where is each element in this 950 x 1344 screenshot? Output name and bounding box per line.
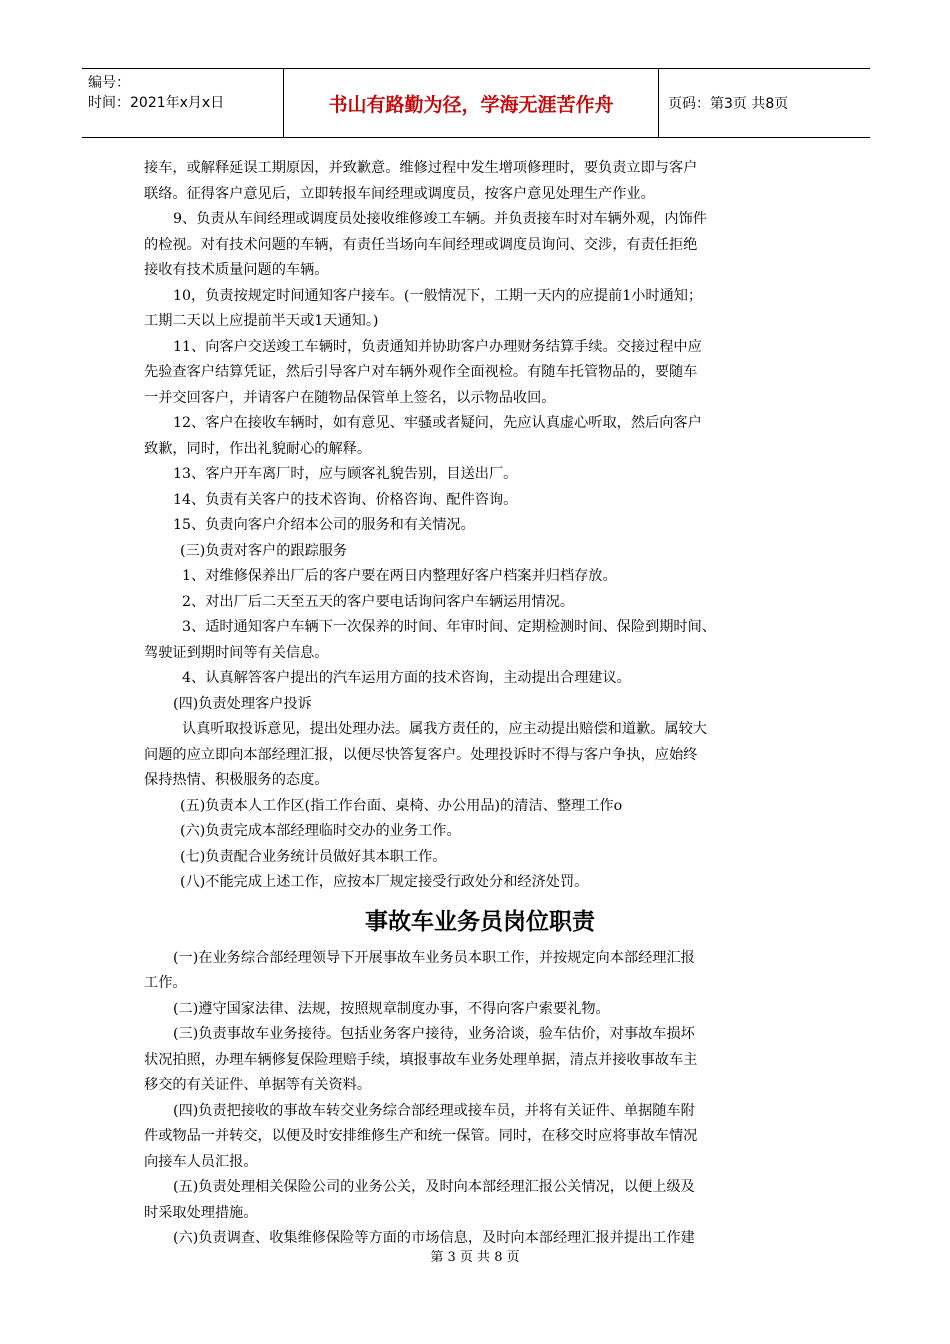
paragraph-line: (五)负责本人工作区(指工作台面、桌椅、办公用品)的清洁、整理工作o xyxy=(180,797,623,814)
paragraph-line: (八)不能完成上述工作，应按本厂规定接受行政处分和经济处罚。 xyxy=(180,874,589,890)
paragraph-line: 10，负责按规定时间通知客户接车。(一般情况下，工期一天内的应提前1小时通知； xyxy=(173,287,703,304)
paragraph-line: 一并交回客户，并请客户在随物品保管单上签名，以示物品收回。 xyxy=(144,389,556,406)
paragraph-line: 工期二天以上应提前半天或1天通知。) xyxy=(144,313,379,329)
paragraph-line: 件或物品一并转交，以便及时安排维修生产和统一保管。同时，在移交时应将事故车情况 xyxy=(144,1128,698,1144)
paragraph-line: 4、认真解答客户提出的汽车运用方面的技术咨询，主动提出合理建议。 xyxy=(182,670,631,686)
paragraph-line: 致歉，同时，作出礼貌耐心的解释。 xyxy=(144,440,372,457)
paragraph-line: (七)负责配合业务统计员做好其本职工作。 xyxy=(180,848,447,865)
paragraph-line: 状况拍照，办理车辆修复保险理赔手续，填报事故车业务处理单据，清点并接收事故车主 xyxy=(144,1051,698,1068)
paragraph-line: 联络。征得客户意见后，立即转报车间经理或调度员，按客户意见处理生产作业。 xyxy=(144,185,655,202)
header-meta xyxy=(82,69,283,137)
paragraph-line: 1、对维修保养出厂后的客户要在两日内整理好客户档案并归档存放。 xyxy=(182,568,617,584)
paragraph-line: (四)负责把接收的事故车转交业务综合部经理或接车员，并将有关证件、单据随车附 xyxy=(173,1102,695,1119)
section-heading: (四)负责处理客户投诉 xyxy=(173,695,312,712)
paragraph-line: 工作。 xyxy=(144,975,187,991)
paragraph-line: (五)负责处理相关保险公司的业务公关，及时向本部经理汇报公关情况，以便上级及 xyxy=(173,1179,695,1195)
paragraph-line: 14、负责有关客户的技术咨询、价格咨询、配件咨询。 xyxy=(173,491,518,508)
paragraph-line: (三)负责事故车业务接待。包括业务客户接待，业务洽谈，验车估价，对事故车损坏 xyxy=(173,1026,695,1042)
paragraph-line: 的检视。对有技术问题的车辆，有责任当场向车间经理或调度员询问、交涉，有责任拒绝 xyxy=(144,236,698,253)
paragraph-line: 保持热情、积极服务的态度。 xyxy=(144,772,329,788)
paragraph-line: 接车，或解释延误工期原因，并致歉意。维修过程中发生增项修理时，要负责立即与客户 xyxy=(144,160,698,176)
paragraph-line: 2、对出厂后二天至五天的客户要电话询问客户车辆运用情况。 xyxy=(182,593,575,610)
paragraph-line: 3、适时通知客户车辆下一次保养的时间、年审时间、定期检测时间、保险到期时间、 xyxy=(182,619,716,635)
paragraph-line: 认真听取投诉意见，提出处理办法。属我方责任的，应主动提出赔偿和道歉。属较大 xyxy=(182,721,707,737)
paragraph-line: 13、客户开车离厂时，应与顾客礼貌告别，目送出厂。 xyxy=(173,466,518,482)
page-header xyxy=(82,68,870,138)
section-heading: (三)负责对客户的跟踪服务 xyxy=(180,542,348,559)
paragraph-line: 15、负责向客户介绍本公司的服务和有关情况。 xyxy=(173,517,475,533)
paragraph-line: 11、向客户交送竣工车辆时，负责通知并协助客户办理财务结算手续。交接过程中应 xyxy=(173,338,702,355)
header-page-number: 页码：第3页 共8页 xyxy=(668,96,789,112)
paragraph-line: (六)负责调查、收集维修保险等方面的市场信息，及时向本部经理汇报并提出工作建 xyxy=(173,1230,695,1246)
paragraph-line: (二)遵守国家法律、法规，按照规章制度办事，不得向客户索要礼物。 xyxy=(173,1000,610,1017)
paragraph-line: 移交的有关证件、单据等有关资料。 xyxy=(144,1077,372,1093)
paragraph-line: 9、负责从车间经理或调度员处接收维修竣工车辆。并负责接车时对车辆外观，内饰件 xyxy=(173,211,707,227)
document-time-label: 时间：2021年x月x日 xyxy=(88,95,225,111)
page-footer: 第 3 页 共 8 页 xyxy=(430,1250,520,1265)
paragraph-line: 驾驶证到期时间等有关信息。 xyxy=(144,644,329,661)
paragraph-line: (一)在业务综合部经理领导下开展事故车业务员本职工作，并按规定向本部经理汇报 xyxy=(173,949,695,966)
header-motto: 书山有路勤为径，学海无涯苦作舟 xyxy=(283,69,659,137)
document-number-label: 编号： xyxy=(88,75,130,91)
section-title: 事故车业务员岗位职责 xyxy=(365,908,595,935)
paragraph-line: 向接车人员汇报。 xyxy=(144,1153,258,1170)
paragraph-line: (六)负责完成本部经理临时交办的业务工作。 xyxy=(180,823,461,839)
paragraph-line: 问题的应立即向本部经理汇报，以便尽快答复客户。处理投诉时不得与客户争执，应始终 xyxy=(144,746,698,763)
paragraph-line: 时采取处理措施。 xyxy=(144,1204,258,1221)
paragraph-line: 接收有技术质量问题的车辆。 xyxy=(144,262,329,278)
paragraph-line: 先验查客户结算凭证，然后引导客户对车辆外观作全面视检。有随车托管物品的，要随车 xyxy=(144,364,698,380)
document-body xyxy=(144,156,816,1252)
paragraph-line: 12、客户在接收车辆时，如有意见、牢骚或者疑问，先应认真虚心听取，然后向客户 xyxy=(173,415,702,431)
